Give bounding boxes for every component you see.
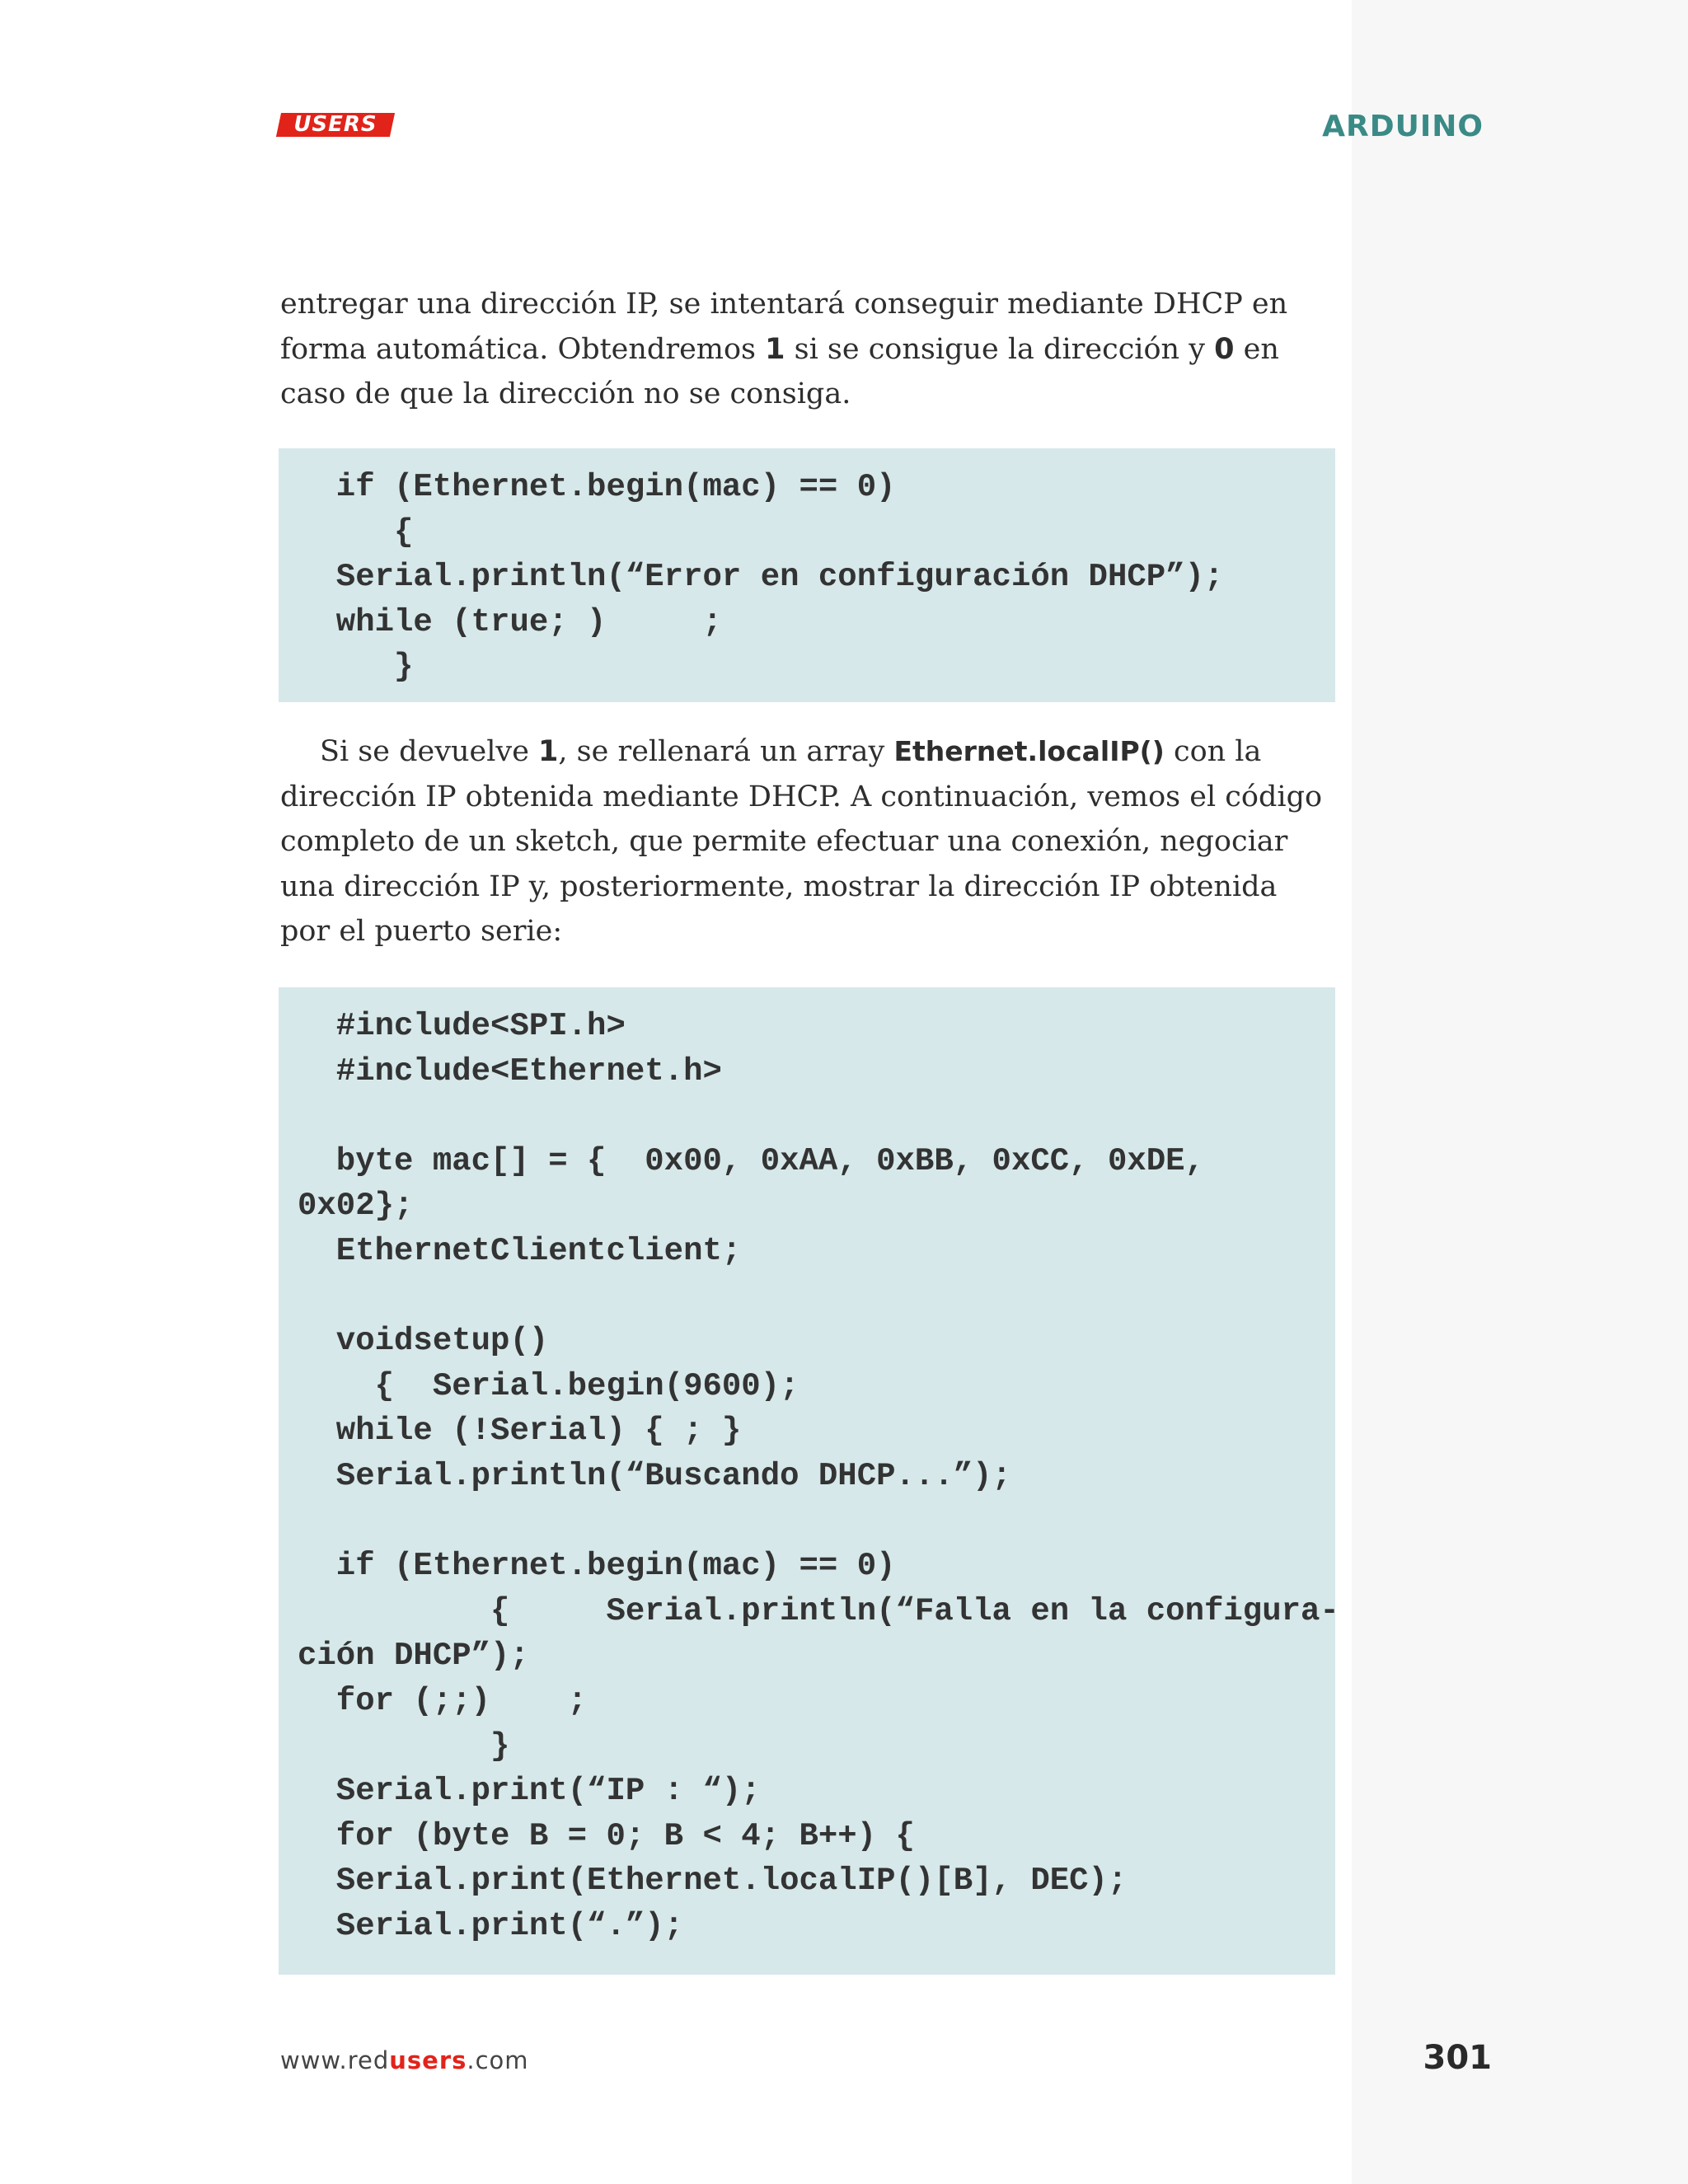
bold-value: 1 (765, 332, 785, 366)
paragraph-explanation (280, 729, 1335, 954)
logo-text: USERS (293, 112, 377, 137)
code-text: #include<SPI.h> #include<Ethernet.h> byte mac[] = { 0x00, 0xAA, 0xBB, 0xCC, 0xDE, 0x02}; EthernetClientclient; voidsetup() { Serial.begin(9600); while (!Serial) { ; } Serial.println(“Buscando DHCP...”); if (Ethernet.begin(mac) == 0) { Serial.println(“Falla en la configura- ción DHCP”); for (;;) ; } Serial.print(“IP : “); for (byte B = 0; B < 4; B++) { Serial.print(Ethernet.localIP()[B], DEC); Serial.print(“.”); (298, 1008, 1339, 1944)
paragraph-text: Si se devuelve (320, 735, 539, 768)
code-block-sketch (279, 987, 1339, 1975)
paragraph-text: si se consigue la dirección y (785, 332, 1215, 366)
paragraph-intro (280, 282, 1335, 417)
paragraph-text: en caso de que la dirección no se consiga. (280, 332, 1279, 410)
bold-value: 0 (1214, 332, 1235, 366)
users-logo (276, 113, 395, 137)
bold-function-name: Ethernet.localIP() (893, 735, 1165, 767)
page-margin-shade (1352, 0, 1688, 2184)
paragraph-text: , se rellenará un array (558, 735, 894, 768)
paragraph-text: con la dirección IP obtenida mediante DHCP. A continuación, vemos el código completo de un sketch, que permite efectuar una conexión, negociar una dirección IP y, posteriormente, mostrar la dirección IP obtenida por el puerto serie: (280, 735, 1323, 948)
page-number: 301 (1423, 2039, 1492, 2077)
url-highlight: users (389, 2046, 467, 2074)
paragraph-text: entregar una dirección IP, se intentará conseguir mediante DHCP en forma automática. Obtendremos (280, 288, 1288, 366)
section-title: ARDUINO (1322, 110, 1484, 143)
code-text: if (Ethernet.begin(mac) == 0) { Serial.println(“Error en configuración DHCP”); while (true; ) ; } (335, 469, 1224, 686)
url-prefix: www.red (280, 2046, 390, 2074)
code-block-dhcp-check (279, 448, 1335, 702)
bold-value: 1 (538, 735, 559, 768)
footer-url[interactable] (280, 2046, 529, 2074)
url-suffix: .com (467, 2046, 529, 2074)
